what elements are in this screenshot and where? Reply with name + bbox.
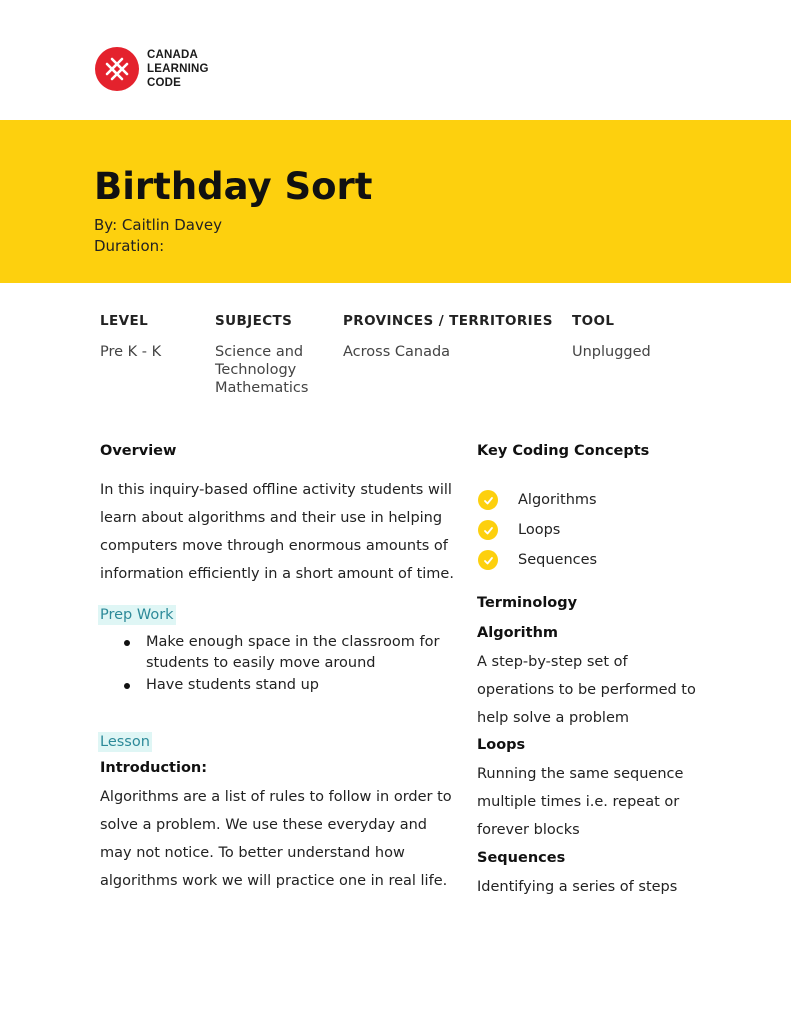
logo-line: LEARNING (147, 63, 209, 75)
terminology-heading: Terminology (477, 595, 578, 611)
subject-line: Science and (215, 344, 304, 360)
overview-text: In this inquiry-based offline activity students will learn about algorithms and their use in helping computers move through enormous amounts of information efficiently in a short amount of time. (100, 482, 454, 582)
tool-value (572, 343, 651, 361)
prep-work-list (122, 632, 452, 697)
list-item-text: Make enough space in the classroom for students to easily move around (146, 634, 440, 671)
subject-line: Technology (215, 362, 297, 378)
key-concepts-list (478, 485, 597, 575)
logo-line: CANADA (147, 49, 199, 61)
subjects-heading: SUBJECTS (215, 313, 293, 329)
subjects-value (215, 343, 308, 397)
logo (95, 47, 209, 91)
duration-line: Duration: (94, 237, 165, 255)
bullet-icon (124, 683, 130, 689)
concept-label: Algorithms (518, 492, 597, 508)
page-title: Birthday Sort (94, 165, 373, 208)
check-icon (478, 490, 498, 510)
lesson-heading: Lesson (100, 734, 150, 750)
introduction-text: Algorithms are a list of rules to follow in order to solve a problem. We use these everyday and may not notice. To better understand how algorithms work we will practice one in real life. (100, 789, 452, 889)
concept-item (478, 485, 597, 515)
introduction-heading: Introduction: (100, 760, 208, 776)
term-algorithm: Algorithm (477, 625, 559, 641)
check-icon (478, 520, 498, 540)
author-line: By: Caitlin Davey (94, 216, 222, 234)
logo-line: CODE (147, 77, 182, 89)
concept-item (478, 515, 597, 545)
logo-mark-icon (95, 47, 139, 91)
provinces-heading: PROVINCES / TERRITORIES (343, 313, 553, 329)
level-heading: LEVEL (100, 313, 149, 329)
concept-label: Sequences (518, 552, 598, 568)
concept-label: Loops (518, 522, 561, 538)
check-icon (478, 550, 498, 570)
tool-heading: TOOL (572, 313, 615, 329)
provinces-value (343, 343, 450, 361)
subject-line: Mathematics (215, 380, 309, 396)
title-banner (0, 120, 791, 283)
prep-work-heading: Prep Work (100, 607, 174, 623)
logo-text (147, 48, 209, 90)
concept-item (478, 545, 597, 575)
definition-sequences: Identifying a series of steps (477, 879, 678, 895)
definition-algorithm: A step-by-step set of operations to be performed to help solve a problem (477, 654, 696, 726)
province-line: Across Canada (343, 344, 451, 360)
bullet-icon (124, 640, 130, 646)
list-item (122, 632, 452, 674)
list-item-text: Have students stand up (146, 677, 320, 693)
level-value (100, 343, 161, 361)
key-concepts-heading: Key Coding Concepts (477, 443, 650, 459)
level-value-line: Pre K - K (100, 344, 162, 360)
overview-heading: Overview (100, 443, 177, 459)
definition-loops: Running the same sequence multiple times i.e. repeat or forever blocks (477, 766, 684, 838)
tool-line: Unplugged (572, 344, 651, 360)
term-loops: Loops (477, 737, 526, 753)
list-item (122, 675, 452, 696)
term-sequences: Sequences (477, 850, 566, 866)
